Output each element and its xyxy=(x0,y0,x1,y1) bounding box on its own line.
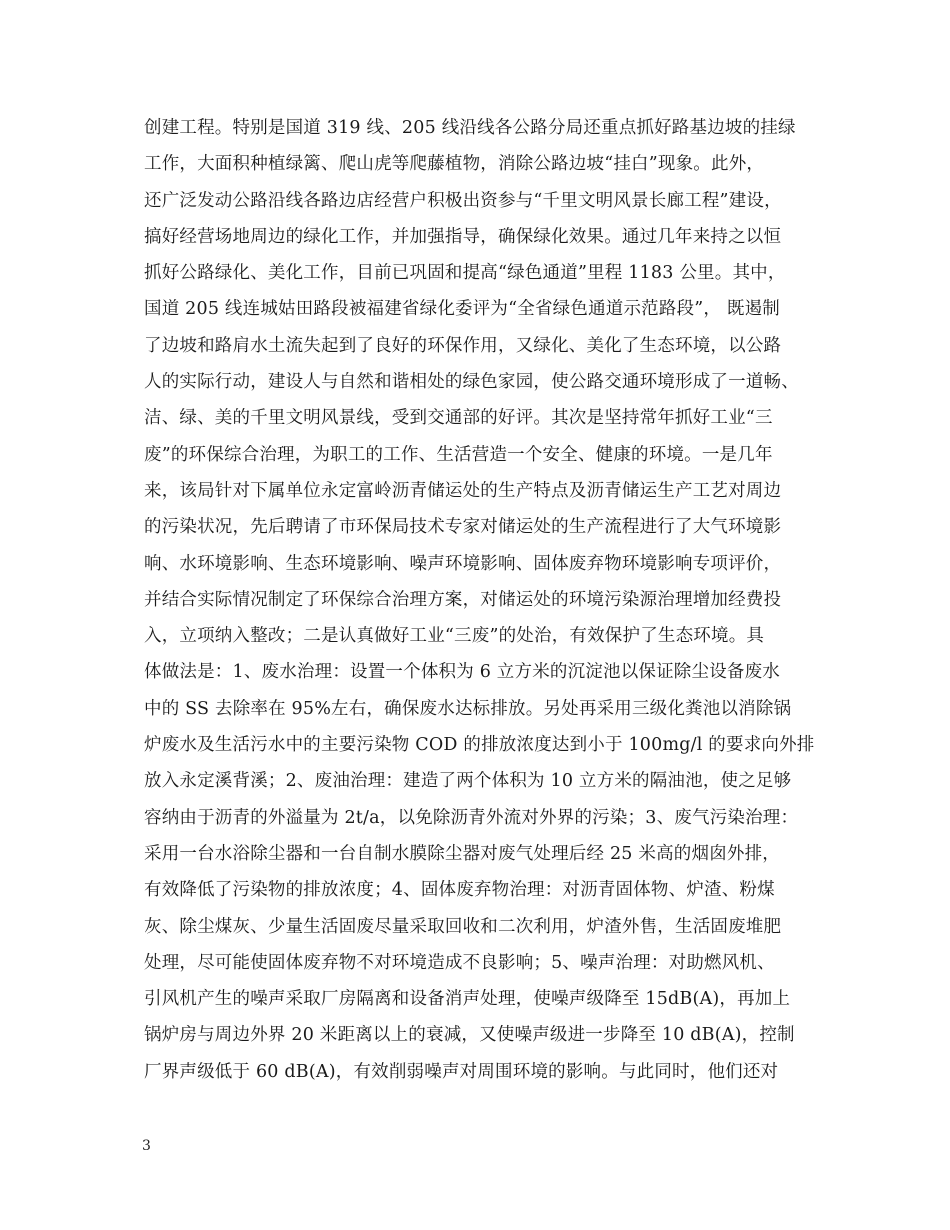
text-line: 容纳由于沥青的外溢量为 2t/a，以免除沥青外流对外界的污染；3、废气污染治理： xyxy=(144,807,799,828)
text-line: 还广泛发动公路沿线各路边店经营户积极出资参与“千里文明风景长廊工程”建设， xyxy=(144,190,782,211)
text-line: 的污染状况，先后聘请了市环保局技术专家对储运处的生产流程进行了大气环境影 xyxy=(144,517,782,538)
text-line: 了边坡和路肩水土流失起到了良好的环保作用，又绿化、美化了生态环境，以公路 xyxy=(144,335,782,356)
text-line: 抓好公路绿化、美化工作，目前已巩固和提高“绿色通道”里程 1183 公里。其中， xyxy=(144,263,786,284)
text-line: 国道 205 线连城姑田路段被福建省绿化委评为“全省绿色通道示范路段”， 既遏制 xyxy=(144,299,780,320)
page-number: 3 xyxy=(142,1138,151,1154)
text-line: 厂界声级低于 60 dB(A)，有效削弱噪声对周围环境的影响。与此同时，他们还对 xyxy=(144,1061,779,1082)
text-line: 入，立项纳入整改；二是认真做好工业“三废”的处治，有效保护了生态环境。具 xyxy=(144,626,765,647)
text-line: 灰、除尘煤灰、少量生活固废尽量采取回收和二次利用，炉渣外售，生活固废堆肥 xyxy=(144,916,782,937)
text-line: 来，该局针对下属单位永定富岭沥青储运处的生产特点及沥青储运生产工艺对周边 xyxy=(144,480,782,501)
text-line: 采用一台水浴除尘器和一台自制水膜除尘器对废气处理后经 25 米高的烟囱外排， xyxy=(144,843,780,864)
text-line: 创建工程。特别是国道 319 线、205 线沿线各公路分局还重点抓好路基边坡的挂绿 xyxy=(144,118,796,138)
text-line: 工作，大面积种植绿篱、爬山虎等爬藤植物，消除公路边坡“挂白”现象。此外， xyxy=(144,154,765,175)
text-line: 并结合实际情况制定了环保综合治理方案，对储运处的环境污染源治理增加经费投 xyxy=(144,589,782,610)
body-text xyxy=(144,110,828,1090)
text-line: 引风机产生的噪声采取厂房隔离和设备消声处理，使噪声级降至 15dB(A)，再加上 xyxy=(144,989,791,1010)
text-line: 人的实际行动，建设人与自然和谐相处的绿色家园，使公路交通环境形成了一道畅、 xyxy=(144,372,799,393)
text-line: 废”的环保综合治理，为职工的工作、生活营造一个安全、健康的环境。一是几年 xyxy=(144,444,773,465)
text-line: 响、水环境影响、生态环境影响、噪声环境影响、固体废弃物环境影响专项评价， xyxy=(144,553,782,574)
text-line: 放入永定溪背溪；2、废油治理：建造了两个体积为 10 立方米的隔油池，使之足够 xyxy=(144,771,792,792)
text-line: 搞好经营场地周边的绿化工作，并加强指导，确保绿化效果。通过几年来持之以恒 xyxy=(144,226,782,247)
text-line: 有效降低了污染物的排放浓度；4、固体废弃物治理：对沥青固体物、炉渣、粉煤 xyxy=(144,880,775,901)
text-line: 洁、绿、美的千里文明风景线，受到交通部的好评。其次是坚持常年抓好工业“三 xyxy=(144,408,773,429)
text-line: 中的 SS 去除率在 95%左右，确保废水达标排放。另处再采用三级化粪池以消除锅 xyxy=(144,698,792,719)
text-line: 处理，尽可能使固体废弃物不对环境造成不良影响；5、噪声治理：对助燃风机、 xyxy=(144,952,775,973)
text-line: 体做法是：1、废水治理：设置一个体积为 6 立方米的沉淀池以保证除尘设备废水 xyxy=(144,662,780,683)
text-line: 炉废水及生活污水中的主要污染物 COD 的排放浓度达到小于 100mg/l 的要求向外排 xyxy=(144,735,815,756)
text-line: 锅炉房与周边外界 20 米距离以上的衰减，又使噪声级进一步降至 10 dB(A)，控制 xyxy=(144,1025,795,1046)
